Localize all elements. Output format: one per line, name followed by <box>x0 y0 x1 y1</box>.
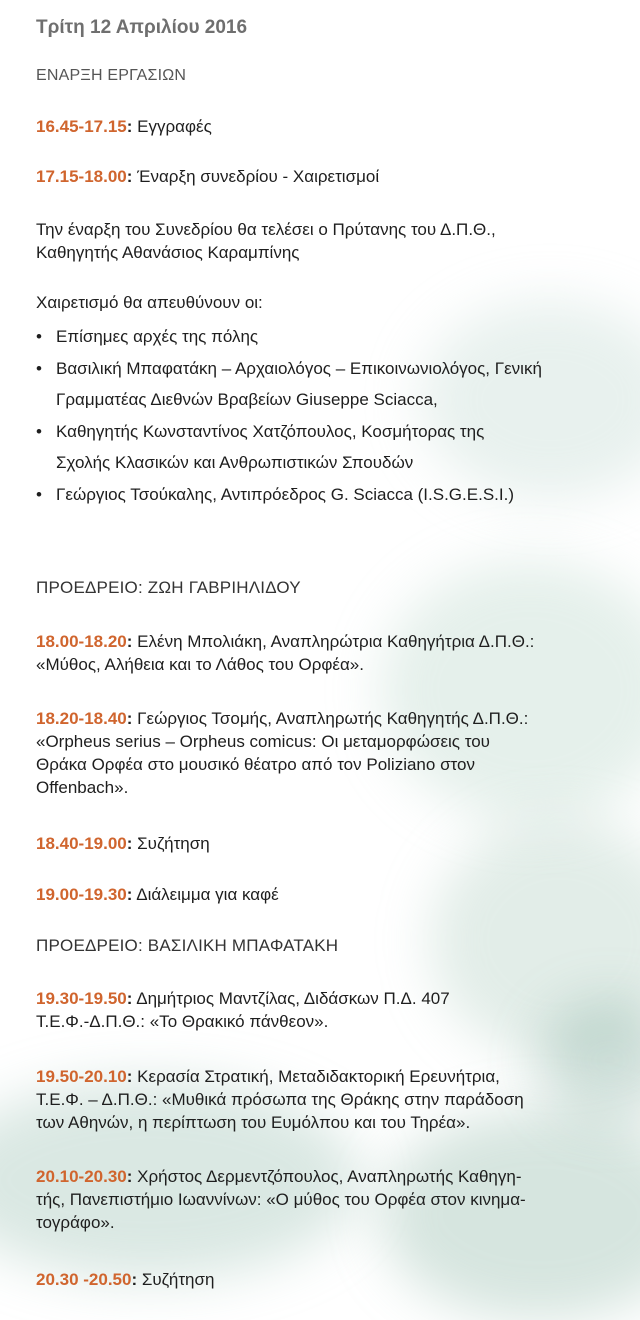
bullet-icon: • <box>36 327 42 346</box>
program-date: Τρίτη 12 Απριλίου 2016 <box>36 17 248 38</box>
chair-2: ΠΡΟΕΔΡΕΙΟ: ΒΑΣΙΛΙΚΗ ΜΠΑΦΑΤΑΚΗ <box>36 936 339 955</box>
entry-time: 18.20-18.40 <box>36 709 127 728</box>
opening-note: Την έναρξη του Συνεδρίου θα τελέσει ο Πρύτανης του Δ.Π.Θ., Καθηγητής Αθανάσιος Καραμπίνης <box>36 220 496 262</box>
entry-time: 18.00-18.20 <box>36 632 127 651</box>
entry-opening: 17.15-18.00: Έναρξη συνεδρίου - Χαιρετισμοί <box>36 167 380 186</box>
greetings-list <box>36 321 542 510</box>
background-wash <box>430 820 640 1060</box>
section-opening: ΕΝΑΡΞΗ ΕΡΓΑΣΙΩΝ <box>36 67 187 84</box>
entry-time: 17.15-18.00 <box>36 167 127 186</box>
entry-talk-4: 19.50-20.10: Κερασία Στρατική, Μεταδιδακτορική Ερευνήτρια, Τ.Ε.Φ. – Δ.Π.Θ.: «Μυθικά πρόσωπα της Θράκης στην παράδοση των Αθηνών, η περίπτωση του Ευμόλπου και του Τηρέα». <box>36 1067 524 1132</box>
list-item: • Καθηγητής Κωνσταντίνος Χατζόπουλος, Κοσμήτορας της Σχολής Κλασικών και Ανθρωπιστικών Σπουδών <box>36 416 542 479</box>
entry-time: 18.40-19.00 <box>36 834 127 853</box>
entry-discussion-2: 20.30 -20.50: Συζήτηση <box>36 1270 215 1289</box>
entry-time: 19.00-19.30 <box>36 885 127 904</box>
entry-text: Εγγραφές <box>132 117 212 136</box>
entry-talk-2: 18.20-18.40: Γεώργιος Τσομής, Αναπληρωτής Καθηγητής Δ.Π.Θ.: «Orpheus serius – Orpheus comicus: Οι μεταμορφώσεις του Θράκα Ορφέα στο μουσικό θέατρο από τον Poliziano στον Offenbach». <box>36 709 529 797</box>
entry-time: 20.30 -20.50 <box>36 1270 132 1289</box>
entry-registration: 16.45-17.15: Εγγραφές <box>36 117 212 136</box>
entry-talk-1: 18.00-18.20: Ελένη Μπολιάκη, Αναπληρώτρια Καθηγήτρια Δ.Π.Θ.: «Μύθος, Αλήθεια και το Λάθος του Ορφέα». <box>36 632 535 674</box>
bullet-icon: • <box>36 421 42 441</box>
entry-discussion-1: 18.40-19.00: Συζήτηση <box>36 834 210 853</box>
entry-talk-3: 19.30-19.50: Δημήτριος Μαντζίλας, Διδάσκων Π.Δ. 407 Τ.Ε.Φ.-Δ.Π.Θ.: «Το Θρακικό πάνθεον». <box>36 989 450 1031</box>
entry-talk-5: 20.10-20.30: Χρήστος Δερμεντζόπουλος, Αναπληρωτής Καθηγη- τής, Πανεπιστήμιο Ιωαννίνων: «Ο μύθος του Ορφέα στον κινημα- τογράφο». <box>36 1167 526 1232</box>
bullet-icon: • <box>36 484 42 504</box>
bullet-icon: • <box>36 358 42 378</box>
list-item: • Βασιλική Μπαφατάκη – Αρχαιολόγος – Επικοινωνιολόγος, Γενική Γραμματέας Διεθνών Βραβείων Giuseppe Sciacca, <box>36 353 542 416</box>
background-wash <box>540 1000 640 1120</box>
entry-time: 19.50-20.10 <box>36 1067 127 1086</box>
entry-time: 16.45-17.15 <box>36 117 127 136</box>
entry-time: 19.30-19.50 <box>36 989 127 1008</box>
list-item: • Γεώργιος Τσούκαλης, Αντιπρόεδρος G. Sciacca (I.S.G.E.S.I.) <box>36 479 542 511</box>
entry-text: Έναρξη συνεδρίου - Χαιρετισμοί <box>132 167 380 186</box>
entry-time: 20.10-20.30 <box>36 1167 127 1186</box>
entry-coffee: 19.00-19.30: Διάλειμμα για καφέ <box>36 885 279 904</box>
greetings-intro: Χαιρετισμό θα απευθύνουν οι: <box>36 293 263 312</box>
list-item: • Επίσημες αρχές της πόλης <box>36 321 542 353</box>
chair-1: ΠΡΟΕΔΡΕΙΟ: ΖΩΗ ΓΑΒΡΙΗΛΙΔΟΥ <box>36 578 301 597</box>
